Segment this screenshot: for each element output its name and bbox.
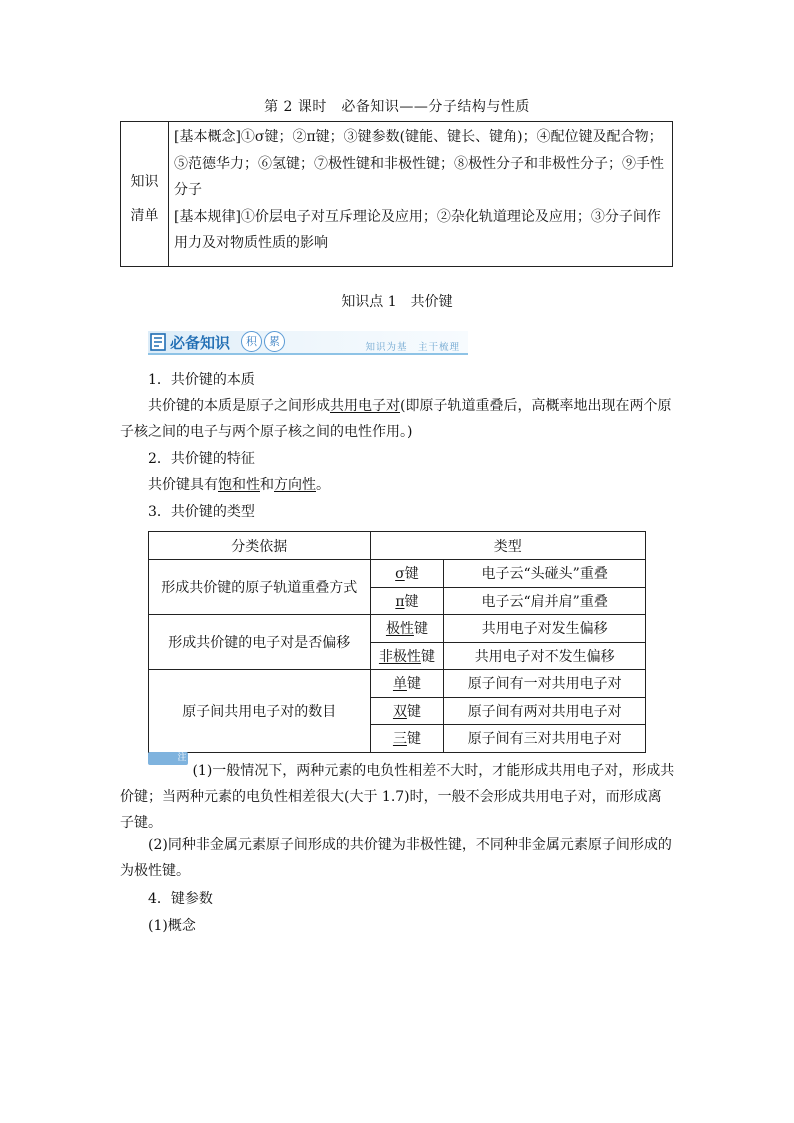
- knowledge-point-title: 知识点 1 共价键: [341, 294, 453, 310]
- table-header: 类型: [370, 532, 645, 560]
- section4-heading: 4．键参数: [148, 891, 213, 907]
- basic-concepts-text: [基本概念]①σ键；②π键；③键参数(键能、键长、键角)；④配位键及配合物；⑤范德华力；⑥氢键；⑦极性键和非极性键；⑧极性分子和非极性分子；⑨手性分子: [174, 129, 664, 198]
- book-icon: [150, 333, 166, 351]
- note-paragraph-1: 注意 (1)一般情况下，两种元素的电负性相差不大时，才能形成共用电子对，形成共价键；当两种元素的电负性相差很大(大于 1.7)时，一般不会形成共用电子对，而形成离子键。: [120, 753, 675, 831]
- page-title: 第 2 课时 必备知识——分子结构与性质: [264, 99, 530, 115]
- classification-basis: 形成共价键的原子轨道重叠方式: [149, 560, 371, 615]
- bond-description: 电子云“肩并肩”重叠: [444, 587, 646, 615]
- basic-laws-text: [基本规律]①价层电子对互斥理论及应用；②杂化轨道理论及应用；③分子间作用力及对物质性质的影响: [174, 208, 661, 251]
- bond-description: 原子间有三对共用电子对: [444, 725, 646, 753]
- section2-paragraph: 共价键具有饱和性和方向性。: [148, 477, 330, 493]
- knowledge-list-label-cell: [121, 122, 169, 266]
- seal-char-1: 积: [241, 331, 262, 352]
- knowledge-list-table: [120, 121, 673, 267]
- section1-paragraph: 共价键的本质是原子之间形成共用电子对(即原子轨道重叠后，高概率地出现在两个原子核之间的电子与两个原子核之间的电性作用。): [120, 398, 672, 440]
- bond-type: 双键: [370, 697, 444, 725]
- bond-description: 共用电子对不发生偏移: [444, 642, 646, 670]
- note-badge: 注意: [148, 752, 188, 765]
- bond-description: 共用电子对发生偏移: [444, 615, 646, 643]
- knowledge-list-label-1: 知识: [130, 174, 159, 190]
- banner-title: 必备知识: [170, 334, 231, 352]
- bond-type: 非极性键: [370, 642, 444, 670]
- classification-basis: 形成共价键的电子对是否偏移: [149, 615, 371, 670]
- bond-type: 极性键: [370, 615, 444, 643]
- bond-type: 三键: [370, 725, 444, 753]
- bond-description: 原子间有两对共用电子对: [444, 697, 646, 725]
- note-paragraph-2: (2)同种非金属元素原子间形成的共价键为非极性键，不同种非金属元素原子间形成的为极性键。: [120, 837, 672, 879]
- section-banner: [148, 331, 468, 355]
- underlined-answer: 饱和性: [218, 477, 260, 493]
- seal-char-2: 累: [264, 331, 285, 352]
- bond-type-table: [148, 531, 646, 753]
- knowledge-list-content: [174, 124, 669, 257]
- bond-type: 单键: [370, 670, 444, 698]
- bond-type: π键: [370, 587, 444, 615]
- section3-heading: 3．共价键的类型: [148, 504, 255, 520]
- bond-description: 原子间有一对共用电子对: [444, 670, 646, 698]
- bond-description: 电子云“头碰头”重叠: [444, 560, 646, 588]
- section1-heading: 1．共价键的本质: [148, 372, 255, 388]
- banner-subtitle: 知识为基 主干梳理: [365, 342, 460, 353]
- bond-type: σ键: [370, 560, 444, 588]
- section2-heading: 2．共价键的特征: [148, 451, 255, 467]
- section4-subheading: (1)概念: [148, 918, 196, 934]
- knowledge-list-label-2: 清单: [130, 208, 159, 224]
- table-header: 分类依据: [149, 532, 371, 560]
- underlined-answer: 共用电子对: [330, 398, 400, 414]
- underlined-answer: 方向性: [274, 477, 316, 493]
- classification-basis: 原子间共用电子对的数目: [149, 670, 371, 753]
